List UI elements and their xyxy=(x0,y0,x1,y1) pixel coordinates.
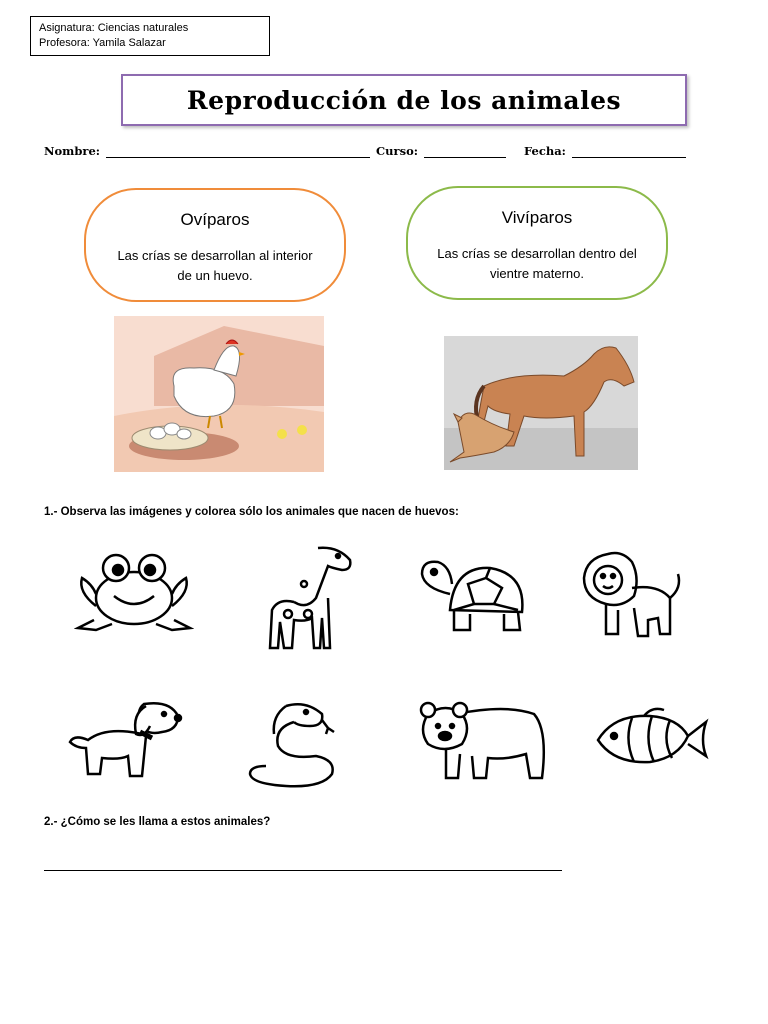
date-label: Fecha: xyxy=(523,144,566,158)
question-1: 1.- Observa las imágenes y colorea sólo los animales que nacen de huevos: xyxy=(44,506,459,518)
subject-label: Asignatura: Ciencias naturales xyxy=(39,22,189,34)
answer-line[interactable] xyxy=(44,870,562,871)
date-field[interactable] xyxy=(572,147,686,158)
horse-with-foal-image xyxy=(444,336,638,470)
oviparos-card xyxy=(84,188,346,302)
question-2: 2.- ¿Cómo se les llama a estos animales? xyxy=(44,816,271,828)
viviparos-title: Vivíparos xyxy=(501,208,573,227)
student-form xyxy=(44,144,708,158)
course-field[interactable] xyxy=(424,147,506,158)
viviparos-description: Las crías se desarrollan dentro del vientre materno. xyxy=(437,246,637,281)
turtle-icon[interactable] xyxy=(414,554,530,640)
title-box xyxy=(121,74,687,126)
viviparos-card xyxy=(406,186,668,300)
lion-icon[interactable] xyxy=(578,548,686,644)
fish-icon[interactable] xyxy=(594,706,710,772)
header-box xyxy=(30,16,270,56)
dog-icon[interactable] xyxy=(66,696,184,784)
teacher-label: Profesora: Yamila Salazar xyxy=(39,37,166,49)
name-label: Nombre: xyxy=(44,144,101,158)
giraffe-icon[interactable] xyxy=(258,538,354,664)
name-field[interactable] xyxy=(106,147,370,158)
snake-icon[interactable] xyxy=(246,700,342,790)
page-title: Reproducción de los animales xyxy=(186,85,622,115)
bear-icon[interactable] xyxy=(416,700,548,784)
frog-icon[interactable] xyxy=(74,548,194,638)
hen-with-chicks-image xyxy=(114,316,324,472)
course-label: Curso: xyxy=(376,144,418,158)
oviparos-description: Las crías se desarrollan al interior de un huevo. xyxy=(117,248,313,283)
oviparos-title: Ovíparos xyxy=(180,210,250,229)
